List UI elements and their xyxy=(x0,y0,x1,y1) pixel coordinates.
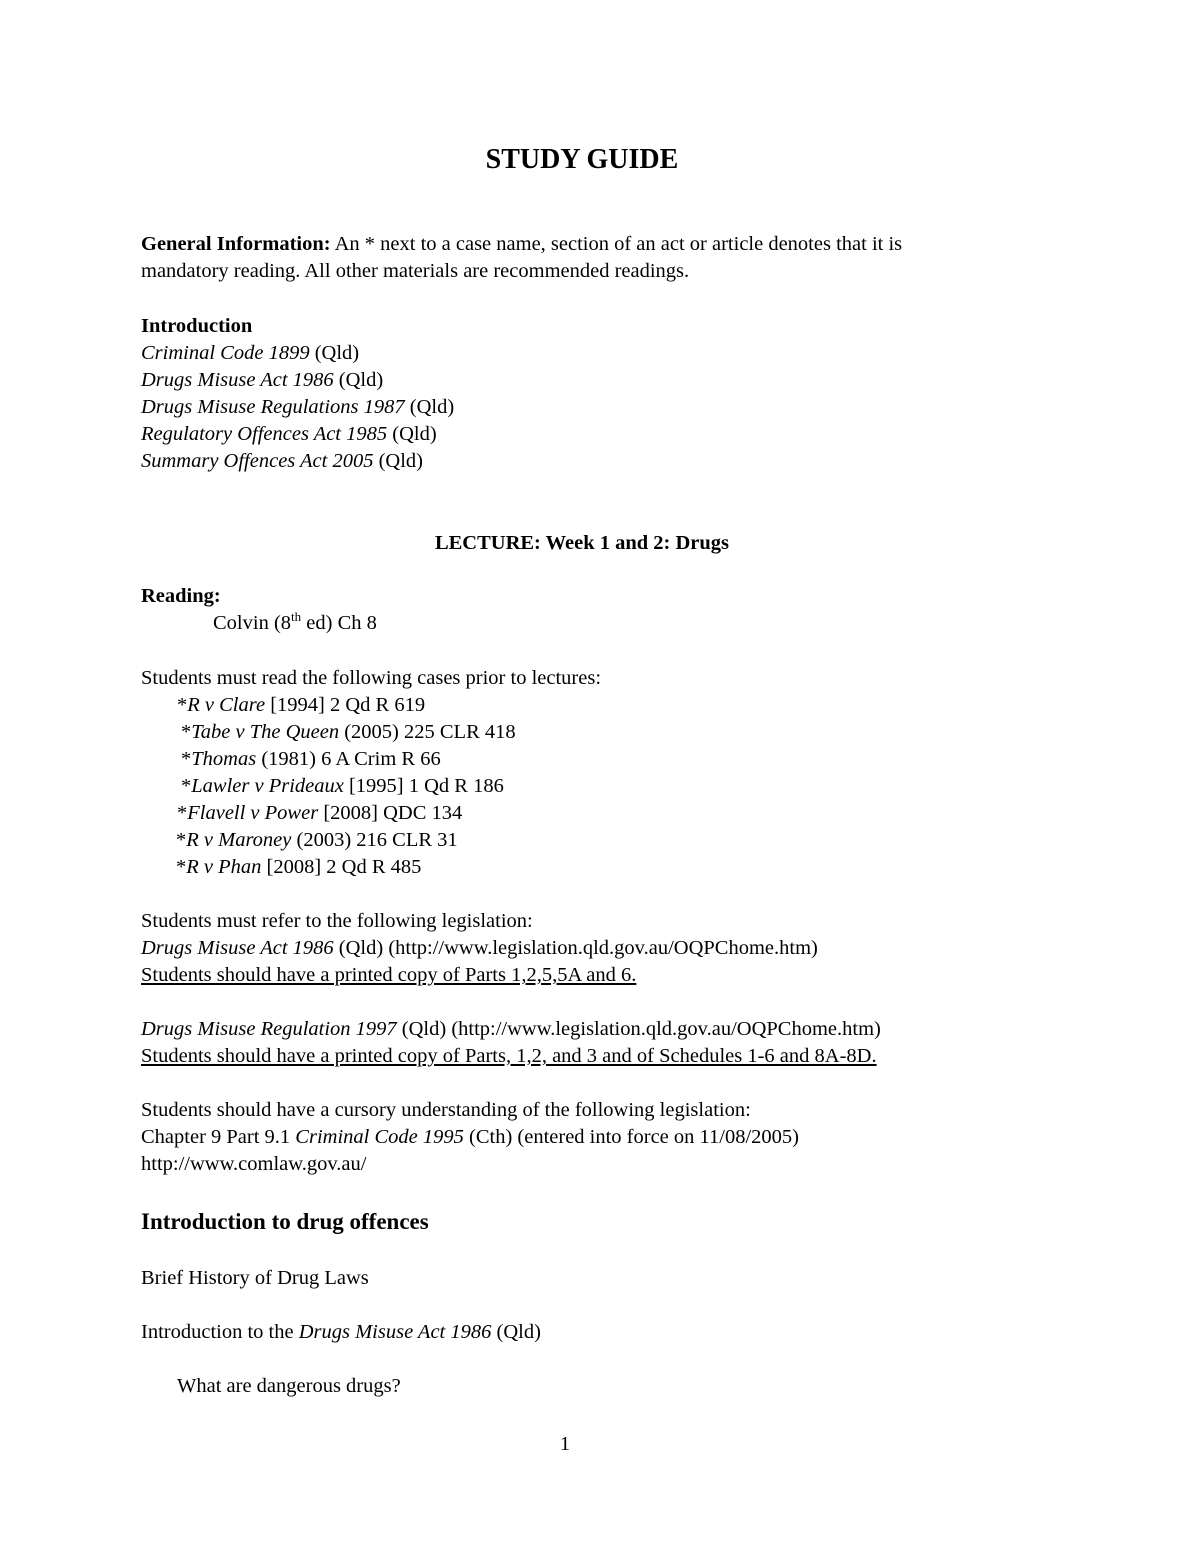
reading-colvin xyxy=(141,610,1061,637)
case-citation: [1994] 2 Qd R 619 xyxy=(265,694,426,716)
section-heading: Introduction to drug offences xyxy=(141,1209,429,1234)
reading-colvin-sup: th xyxy=(291,609,302,625)
case-name: Lawler v Prideaux xyxy=(191,775,344,797)
cursory-act xyxy=(141,1124,1061,1151)
legislation-act-2 xyxy=(141,1016,1061,1043)
reading-colvin-pre: Colvin (8 xyxy=(213,612,292,634)
intro-act-item xyxy=(141,340,1061,367)
legislation-act-2-note: Students should have a printed copy of Parts, 1,2, and 3 and of Schedules 1-6 and 8A-8D. xyxy=(141,1045,877,1067)
history-line: Brief History of Drug Laws xyxy=(141,1267,369,1289)
legislation-act-1-note: Students should have a printed copy of Parts 1,2,5,5A and 6. xyxy=(141,964,637,986)
cursory-section xyxy=(141,1097,1061,1178)
dma-intro-act-title: Drugs Misuse Act 1986 xyxy=(298,1321,492,1343)
intro-act-title: Summary Offences Act 2005 xyxy=(141,450,374,472)
dma-intro-post: (Qld) xyxy=(491,1321,541,1343)
intro-act-item xyxy=(141,394,1061,421)
introduction-section xyxy=(141,313,1061,475)
case-star: * xyxy=(181,748,192,770)
general-information xyxy=(141,231,1061,285)
general-info-text-1: An * next to a case name, section of an act or article denotes that it is xyxy=(330,233,903,255)
intro-act-title: Drugs Misuse Act 1986 xyxy=(141,369,334,391)
case-name: R v Clare xyxy=(187,694,266,716)
cases-section xyxy=(141,665,1061,881)
cursory-act-title: Criminal Code 1995 xyxy=(295,1126,464,1148)
reading-colvin-post: ed) Ch 8 xyxy=(301,612,377,634)
case-item xyxy=(141,719,1061,746)
intro-act-jurisdiction: (Qld) xyxy=(373,450,424,472)
intro-act-item xyxy=(141,367,1061,394)
introduction-heading: Introduction xyxy=(141,315,253,337)
case-star: * xyxy=(176,829,187,851)
cursory-pre: Chapter 9 Part 9.1 xyxy=(141,1126,296,1148)
intro-act-item xyxy=(141,421,1061,448)
cursory-intro: Students should have a cursory understanding of the following legislation: xyxy=(141,1099,751,1121)
case-star: * xyxy=(177,694,188,716)
case-star: * xyxy=(181,775,192,797)
intro-act-jurisdiction: (Qld) xyxy=(309,342,360,364)
intro-act-jurisdiction: (Qld) xyxy=(333,369,384,391)
case-item xyxy=(141,773,1061,800)
intro-act-item xyxy=(141,448,1061,475)
cursory-post: (Cth) (entered into force on 11/08/2005) xyxy=(463,1126,799,1148)
legislation-section xyxy=(141,908,1061,1070)
page-number: 1 xyxy=(559,1433,571,1455)
case-item xyxy=(141,827,1061,854)
general-info-line-1 xyxy=(141,231,1061,258)
page-title: STUDY GUIDE xyxy=(485,144,679,175)
dma-intro-line xyxy=(141,1319,1061,1346)
legislation-act-2-title: Drugs Misuse Regulation 1997 xyxy=(141,1018,397,1040)
case-citation: [2008] QDC 134 xyxy=(318,802,463,824)
intro-act-jurisdiction: (Qld) xyxy=(404,396,455,418)
lecture-heading: LECTURE: Week 1 and 2: Drugs xyxy=(434,532,730,554)
legislation-act-1 xyxy=(141,935,1061,962)
case-star: * xyxy=(181,721,192,743)
intro-act-title: Drugs Misuse Regulations 1987 xyxy=(141,396,405,418)
case-item xyxy=(141,854,1061,881)
legislation-act-1-title: Drugs Misuse Act 1986 xyxy=(141,937,334,959)
case-citation: [2008] 2 Qd R 485 xyxy=(261,856,422,878)
cursory-url: http://www.comlaw.gov.au/ xyxy=(141,1153,367,1175)
intro-act-jurisdiction: (Qld) xyxy=(387,423,437,445)
reading-section xyxy=(141,583,1061,637)
question-line: What are dangerous drugs? xyxy=(177,1375,401,1397)
cases-intro: Students must read the following cases prior to lectures: xyxy=(141,667,602,689)
case-citation: [1995] 1 Qd R 186 xyxy=(343,775,504,797)
legislation-intro: Students must refer to the following legislation: xyxy=(141,910,533,932)
case-name: Thomas xyxy=(191,748,257,770)
intro-act-title: Criminal Code 1899 xyxy=(141,342,310,364)
case-citation: (2003) 216 CLR 31 xyxy=(291,829,458,851)
case-name: Flavell v Power xyxy=(187,802,319,824)
case-item xyxy=(141,800,1061,827)
legislation-act-2-rest: (Qld) (http://www.legislation.qld.gov.au/OQPChome.htm) xyxy=(396,1018,881,1040)
legislation-act-1-rest: (Qld) (http://www.legislation.qld.gov.au/OQPChome.htm) xyxy=(333,937,818,959)
reading-label: Reading: xyxy=(141,585,221,607)
intro-act-title: Regulatory Offences Act 1985 xyxy=(141,423,388,445)
general-info-line-2: mandatory reading. All other materials are recommended readings. xyxy=(141,260,690,282)
general-info-label: General Information: xyxy=(141,233,331,255)
dma-intro-pre: Introduction to the xyxy=(141,1321,299,1343)
case-name: R v Phan xyxy=(186,856,262,878)
case-citation: (2005) 225 CLR 418 xyxy=(339,721,516,743)
case-item xyxy=(141,746,1061,773)
case-star: * xyxy=(176,856,187,878)
case-name: R v Maroney xyxy=(186,829,292,851)
case-star: * xyxy=(177,802,188,824)
case-item xyxy=(141,692,1061,719)
case-citation: (1981) 6 A Crim R 66 xyxy=(256,748,441,770)
case-name: Tabe v The Queen xyxy=(191,721,340,743)
